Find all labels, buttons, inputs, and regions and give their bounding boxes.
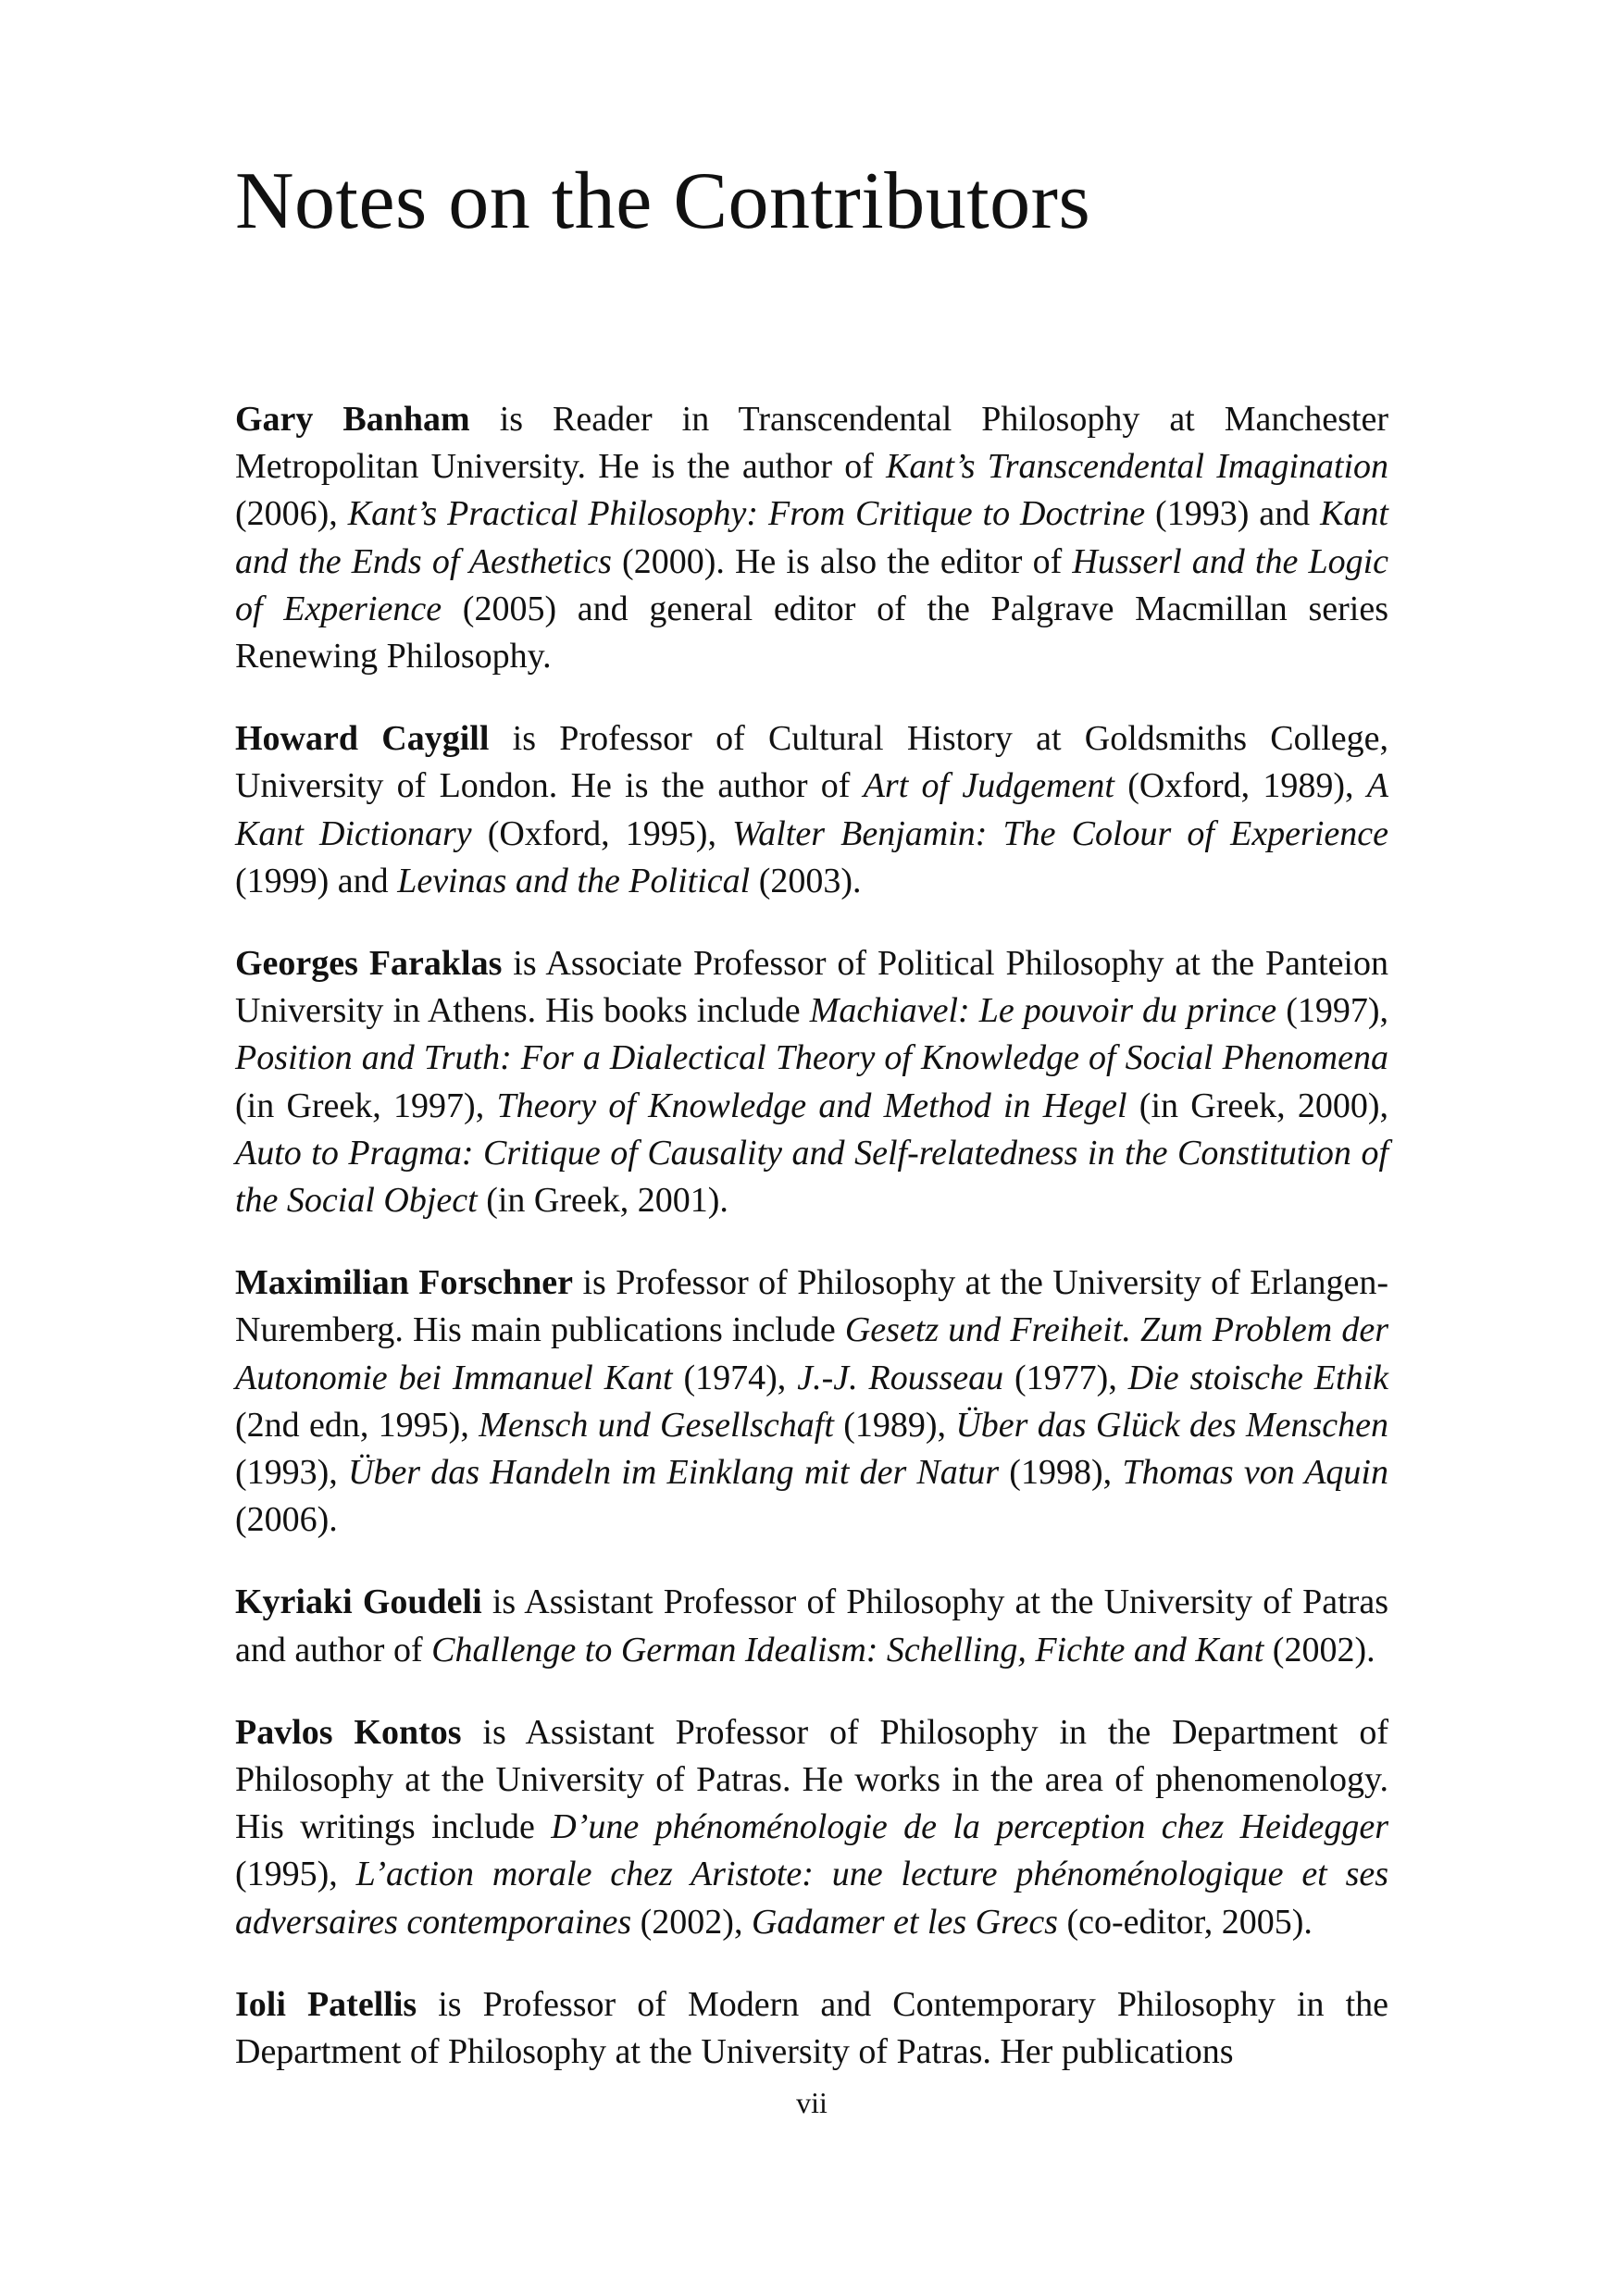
bio-text: is Assistant Professor of Philosophy at the University of Patras and author of	[235, 1582, 1388, 1669]
work-title: Über das Handeln im Einklang mit der Natur	[348, 1453, 1000, 1493]
bio-text: (2002).	[1263, 1630, 1375, 1669]
work-title: Art of Judgement	[863, 766, 1114, 806]
bio-text: (1993),	[235, 1453, 348, 1493]
bio-text: is Assistant Professor of Philosophy in the Department of Philosophy at the University of Patras. He works in the area of phenomenology. His writings include	[235, 1712, 1388, 1847]
bio-text: (1993) and	[1145, 494, 1321, 534]
work-title: Die stoische Ethik	[1127, 1358, 1388, 1397]
contributor-name: Maximilian Forschner	[235, 1263, 574, 1303]
contributor-name: Howard Caygill	[235, 719, 490, 759]
book-page	[235, 0, 1388, 2296]
work-title: D’une phénoménologie de la perception chez Heidegger	[551, 1807, 1388, 1847]
work-title: Thomas von Aquin	[1122, 1453, 1388, 1493]
contributor-name: Ioli Patellis	[235, 1984, 417, 2024]
contributor-entry	[235, 396, 1388, 680]
page-title: Notes on the Contributors	[235, 156, 1091, 246]
work-title: Mensch und Gesellschaft	[479, 1405, 834, 1445]
work-title: Walter Benjamin: The Colour of Experience	[732, 813, 1388, 853]
bio-text: (Oxford, 1995),	[471, 813, 733, 853]
bio-text: is Professor of Cultural History at Goldsmiths College, University of London. He is the author of	[235, 719, 1388, 806]
bio-text: (1998),	[999, 1453, 1123, 1493]
work-title: Husserl and the Logic of Experience	[235, 541, 1389, 628]
bio-text: (1999) and	[235, 861, 398, 900]
bio-text: (in Greek, 2001).	[477, 1181, 728, 1221]
work-title: A Kant Dictionary	[235, 766, 1388, 853]
contributor-entry	[235, 1260, 1388, 1544]
bio-text: (1989),	[833, 1405, 956, 1445]
work-title: Challenge to German Idealism: Schelling, Fichte and Kant	[431, 1630, 1264, 1669]
contributor-name: Kyriaki Goudeli	[235, 1582, 482, 1622]
contributor-name: Pavlos Kontos	[235, 1712, 462, 1752]
contributor-name: Gary Banham	[235, 400, 470, 439]
work-title: Auto to Pragma: Critique of Causality and Self-relatedness in the Constitution of the Social Object	[235, 1133, 1388, 1221]
work-title: L’action morale chez Aristote: une lecture phénoménologique et ses adversaires contemporaines	[235, 1855, 1389, 1942]
bio-text: (2006).	[235, 1500, 338, 1540]
bio-text: is Professor of Philosophy at the University of Erlangen-Nuremberg. His main publications include	[235, 1263, 1388, 1350]
bio-text: (1997),	[1276, 991, 1389, 1031]
contributor-entry	[235, 1709, 1388, 1946]
contributor-entry	[235, 715, 1388, 905]
bio-text: is Associate Professor of Political Philosophy at the Panteion University in Athens. His books include	[235, 944, 1388, 1031]
bio-text: is Reader in Transcendental Philosophy at Manchester Metropolitan University. He is the author of	[235, 400, 1388, 487]
work-title: Über das Glück des Menschen	[955, 1405, 1389, 1445]
contributor-entry	[235, 1981, 1388, 2076]
work-title: Gadamer et les Grecs	[751, 1902, 1058, 1942]
work-title: Kant’s Practical Philosophy: From Critique to Doctrine	[347, 494, 1146, 534]
work-title: Position and Truth: For a Dialectical Theory of Knowledge of Social Phenomena	[235, 1038, 1388, 1078]
work-title: Kant’s Transcendental Imagination	[886, 447, 1389, 487]
work-title: Gesetz und Freiheit. Zum Problem der Autonomie bei Immanuel Kant	[235, 1310, 1388, 1397]
bio-text: (1974),	[672, 1358, 798, 1397]
work-title: J.-J. Rousseau	[797, 1358, 1004, 1397]
bio-text: (2000). He is also the editor of	[611, 541, 1073, 581]
bio-text: (2005) and general editor of the Palgrave Macmillan series Renewing Philosophy.	[235, 589, 1388, 676]
contributor-entry	[235, 1579, 1388, 1673]
bio-text: (co-editor, 2005).	[1057, 1902, 1313, 1942]
bio-text: (2006),	[235, 494, 348, 534]
work-title: Theory of Knowledge and Method in Hegel	[496, 1086, 1127, 1125]
bio-text: is Professor of Modern and Contemporary Philosophy in the Department of Philosophy at the University of Patras. Her publications	[235, 1984, 1388, 2072]
bio-text: (2002),	[631, 1902, 752, 1942]
bio-text: (in Greek, 1997),	[235, 1086, 497, 1125]
contributor-list	[235, 396, 1388, 2111]
work-title: Levinas and the Political	[397, 861, 751, 900]
bio-text: (Oxford, 1989),	[1114, 766, 1367, 806]
contributor-name: Georges Faraklas	[235, 944, 503, 984]
work-title: Machiavel: Le pouvoir du prince	[809, 991, 1277, 1031]
work-title: Kant and the Ends of Aesthetics	[235, 494, 1388, 581]
contributor-entry	[235, 940, 1388, 1224]
bio-text: (in Greek, 2000),	[1126, 1086, 1388, 1125]
bio-text: (2nd edn, 1995),	[235, 1405, 479, 1445]
page-number: vii	[796, 2086, 828, 2119]
bio-text: (1995),	[235, 1855, 356, 1894]
bio-text: (2003).	[750, 861, 862, 900]
bio-text: (1977),	[1003, 1358, 1128, 1397]
